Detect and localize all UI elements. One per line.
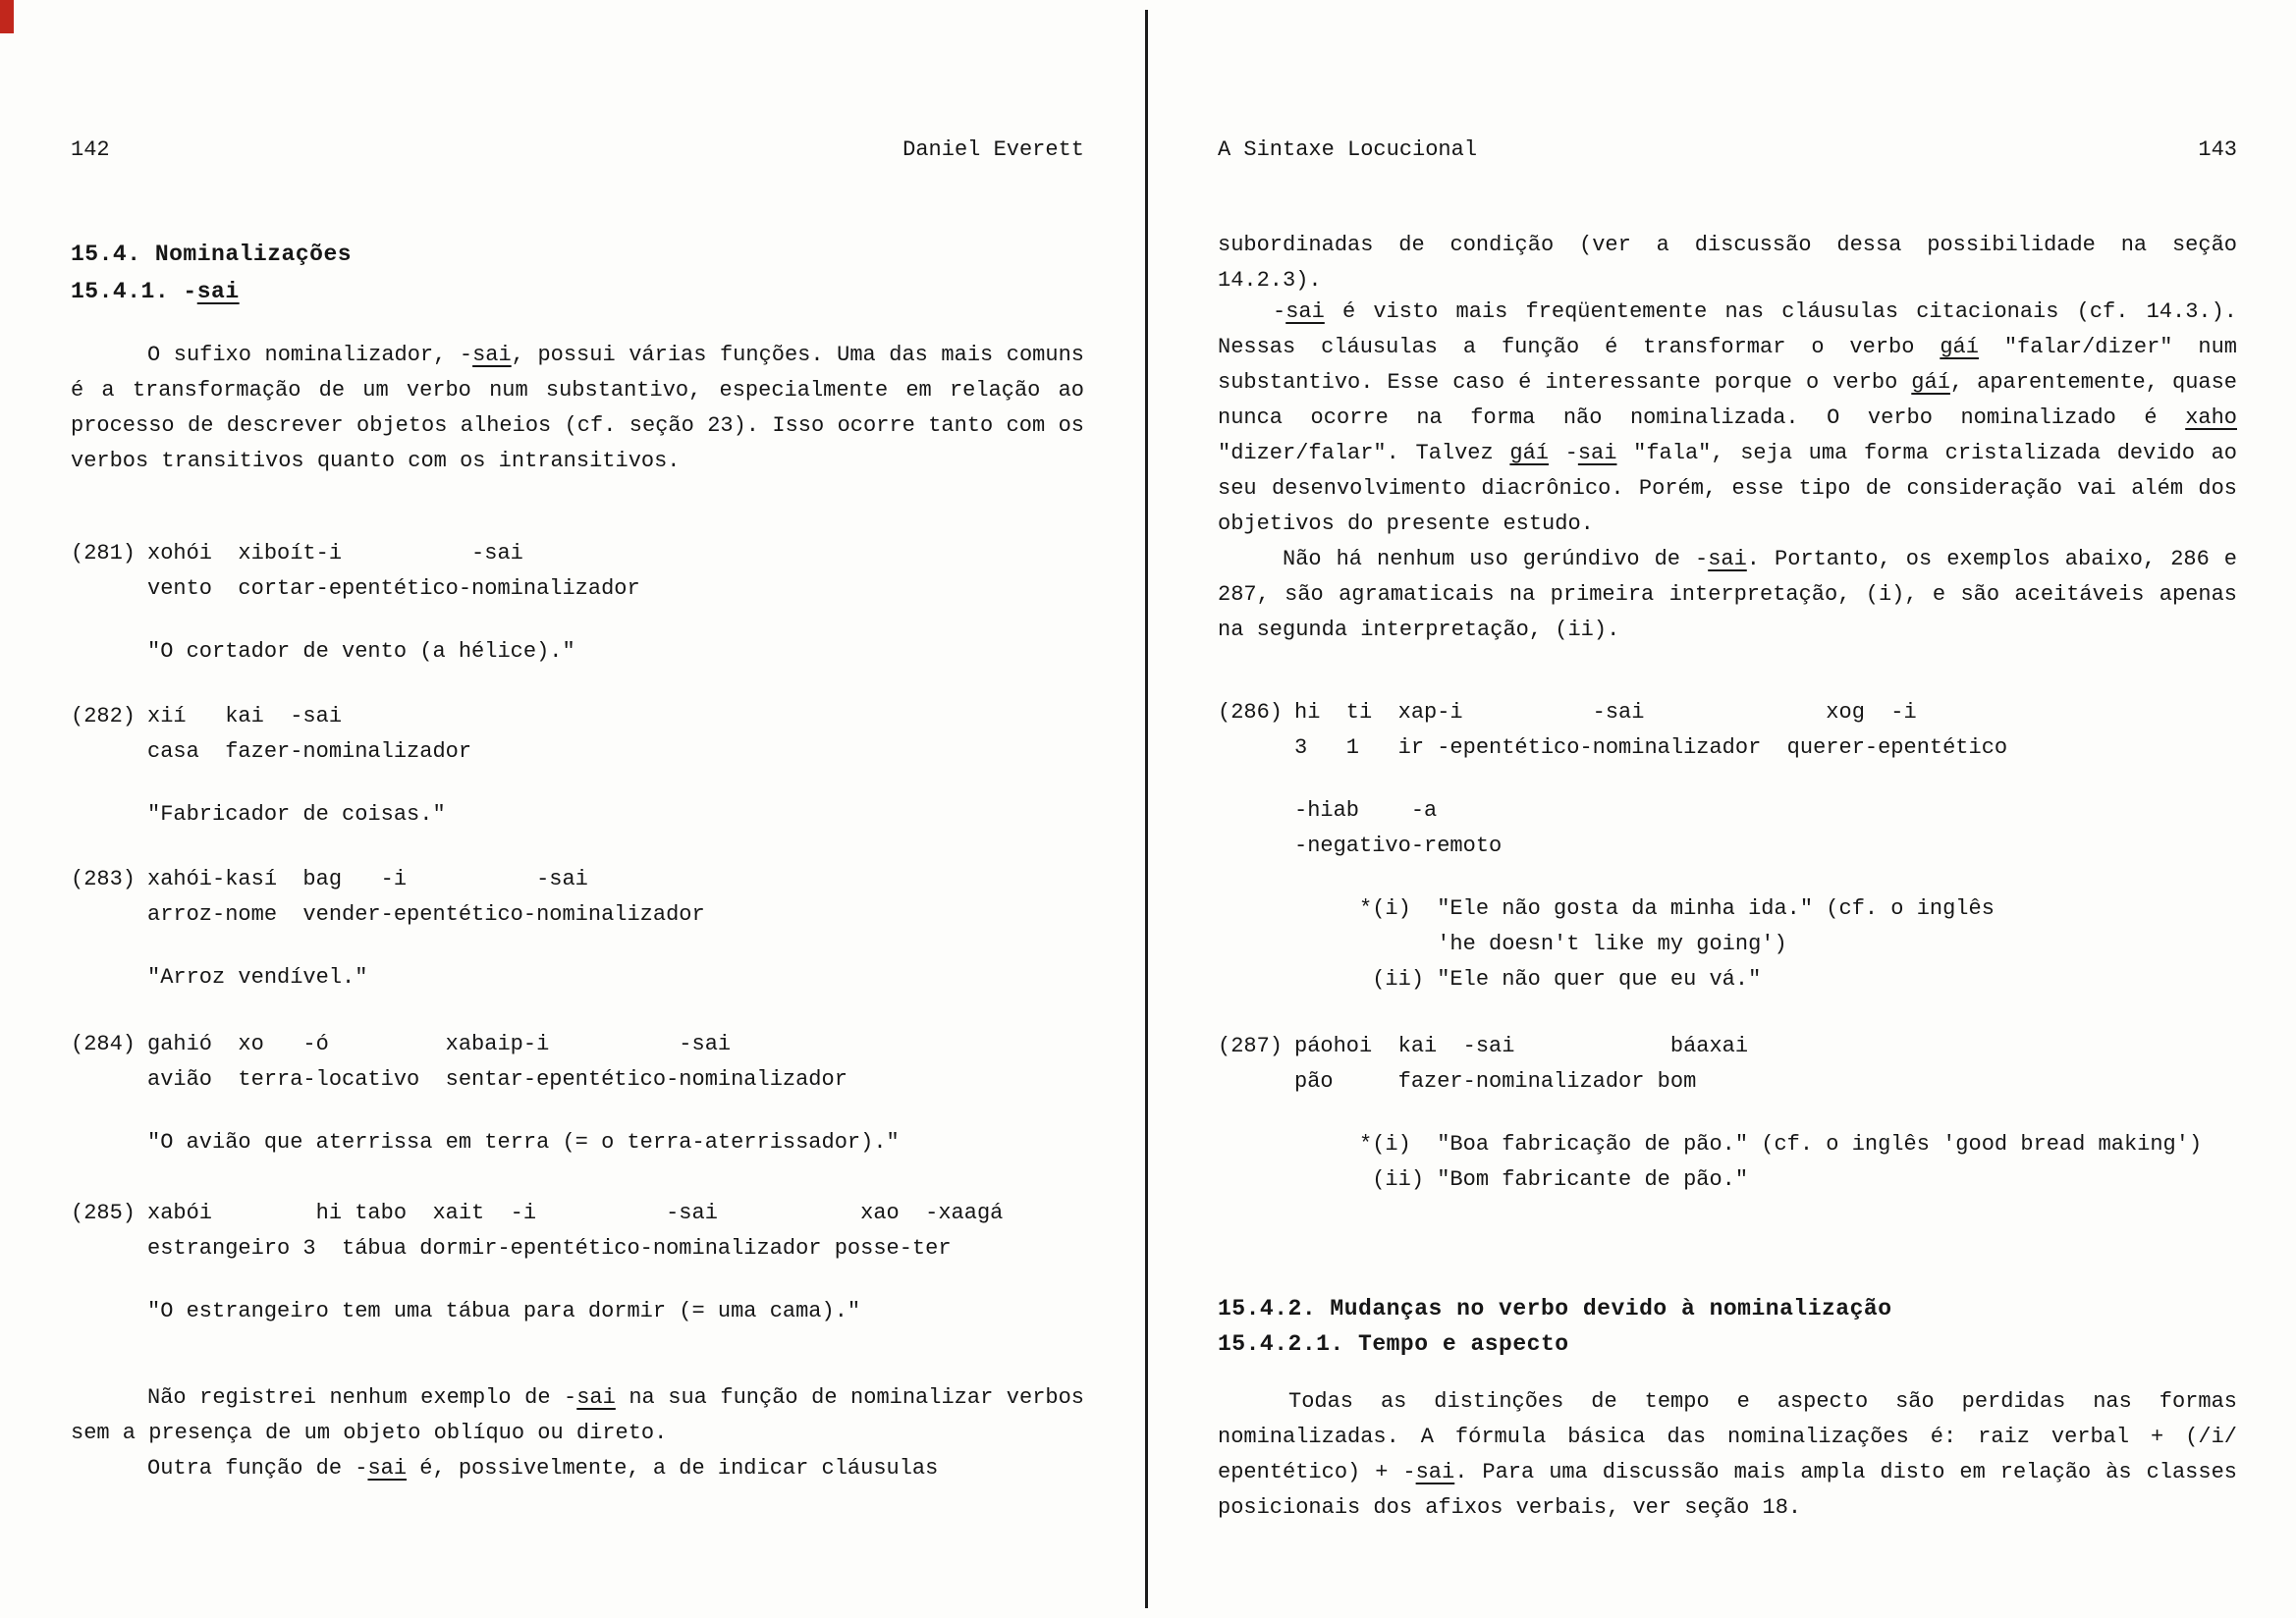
gloss-line-vernacular: xahói-kasí bag -i -sai: [147, 867, 588, 891]
example-body: [147, 1196, 1084, 1329]
gloss-line-vernacular: xohói xiboít-i -sai: [147, 541, 523, 566]
red-edge-mark: [0, 0, 14, 33]
section-heading-15-4-2: 15.4.2. Mudanças no verbo devido à nominalização: [1218, 1296, 1892, 1321]
gloss-line-vernacular: xabói hi tabo xait -i -sai xao -xaagá: [147, 1201, 1004, 1225]
example-body: [147, 536, 1084, 670]
running-header-right: [1218, 137, 2237, 163]
page-number-right: 143: [2198, 137, 2237, 162]
interpretation-line: 'he doesn't like my going'): [1294, 932, 1787, 956]
example-283: [71, 862, 1084, 996]
page-divider-line: [1145, 10, 1148, 1608]
gloss-line-morphemes: arroz-nome vender-epentético-nominalizador: [147, 902, 705, 927]
paragraph-sai-citacionais: -sai é visto mais freqüentemente nas cláusulas citacionais (cf. 14.3.). Nessas cláusulas a função é transformar o verbo gáí "falar/dizer" num substantivo. Esse caso é interessante porque o verbo gáí, aparentemente, quase nunca ocorre na forma não nominalizada. O verbo nominalizado é xaho "dizer/falar". Talvez gáí -sai "fala", seja uma forma cristalizada devido ao seu desenvolvimento diacrônico. Porém, esse tipo de consideração vai além dos objetivos do presente estudo.: [1218, 299, 2238, 536]
example-284: [71, 1027, 1084, 1160]
paragraph-carryover: subordinadas de condição (ver a discussão dessa possibilidade na seção 14.2.3).: [1218, 233, 2237, 293]
gloss-line-morphemes: 3 1 ir -epentético-nominalizador querer-epentético: [1294, 735, 2008, 760]
example-number: (286): [1218, 700, 1284, 725]
translation-line: "O avião que aterrissa em terra (= o terra-aterrissador).": [147, 1130, 900, 1155]
gloss-line-morphemes: pão fazer-nominalizador bom: [1294, 1069, 1697, 1094]
gloss-line-morphemes: estrangeiro 3 tábua dormir-epentético-nominalizador posse-ter: [147, 1236, 952, 1261]
gloss-line-vernacular: xií kai -sai: [147, 704, 343, 728]
section-heading-15-4-1: 15.4.1. -sai: [71, 279, 240, 304]
section-heading-15-4: 15.4. Nominalizações: [71, 242, 353, 267]
example-number: (287): [1218, 1034, 1284, 1058]
example-number: (282): [71, 704, 137, 728]
gloss-line-morphemes: casa fazer-nominalizador: [147, 739, 472, 764]
example-286: [1218, 695, 2237, 998]
example-number: (283): [71, 867, 137, 891]
interpretation-line: *(i) "Ele não gosta da minha ida." (cf. o inglês: [1294, 896, 1995, 921]
interpretation-line: *(i) "Boa fabricação de pão." (cf. o inglês 'good bread making'): [1294, 1132, 2203, 1157]
gloss-line-morphemes: avião terra-locativo sentar-epentético-nominalizador: [147, 1067, 847, 1092]
translation-line: "Fabricador de coisas.": [147, 802, 446, 827]
example-282: [71, 699, 1084, 833]
paragraph-no-registrei: Não registrei nenhum exemplo de -sai na sua função de nominalizar verbos sem a presença de um objeto oblíquo ou direto.: [71, 1385, 1084, 1445]
example-285: [71, 1196, 1084, 1329]
example-number: (285): [71, 1201, 137, 1225]
gloss-line-vernacular: -hiab -a: [1294, 798, 1438, 823]
example-body: [1294, 695, 2237, 998]
example-number: (284): [71, 1032, 137, 1056]
gloss-line-vernacular: páohoi kai -sai báaxai: [1294, 1034, 1749, 1058]
running-header-left: [71, 137, 1084, 163]
example-287: [1218, 1029, 2237, 1198]
paragraph-intro: O sufixo nominalizador, -sai, possui várias funções. Uma das mais comuns é a transformação de um verbo num substantivo, especialmente em relação ao processo de descrever objetos alheios (cf. seção 23). Isso ocorre tanto com os verbos transitivos quanto com os intransitivos.: [71, 343, 1084, 473]
example-281: [71, 536, 1084, 670]
example-body: [147, 1027, 1084, 1160]
page-number-left: 142: [71, 137, 110, 162]
gloss-line-vernacular: gahió xo -ó xabaip-i -sai: [147, 1032, 732, 1056]
example-body: [1294, 1029, 2237, 1198]
running-title-author: Daniel Everett: [902, 137, 1084, 162]
translation-line: "O cortador de vento (a hélice).": [147, 639, 575, 664]
translation-line: "O estrangeiro tem uma tábua para dormir (= uma cama).": [147, 1299, 861, 1323]
paragraph-tempo-aspecto: Todas as distinções de tempo e aspecto são perdidas nas formas nominalizadas. A fórmula básica das nominalizações é: raiz verbal + (/i/ epentético) + -sai. Para uma discussão mais ampla disto em relação às classes posicionais dos afixos verbais, ver seção 18.: [1218, 1389, 2237, 1520]
example-body: [147, 862, 1084, 996]
paragraph-gerundivo: Não há nenhum uso gerúndivo de -sai. Portanto, os exemplos abaixo, 286 e 287, são agramaticais na primeira interpretação, (i), e são aceitáveis apenas na segunda interpretação, (ii).: [1218, 547, 2237, 642]
interpretation-line: (ii) "Bom fabricante de pão.": [1294, 1167, 1749, 1192]
gloss-line-morphemes: vento cortar-epentético-nominalizador: [147, 576, 640, 601]
translation-line: "Arroz vendível.": [147, 965, 368, 990]
page-143: [1218, 0, 2237, 1618]
paragraph-outra-funcao: Outra função de -sai é, possivelmente, a de indicar cláusulas: [147, 1456, 939, 1481]
example-body: [147, 699, 1084, 833]
interpretation-line: (ii) "Ele não quer que eu vá.": [1294, 967, 1762, 992]
page-142: [71, 0, 1084, 1618]
section-heading-15-4-2-1: 15.4.2.1. Tempo e aspecto: [1218, 1331, 1569, 1357]
gloss-line-morphemes: -negativo-remoto: [1294, 834, 1503, 858]
running-title-book: A Sintaxe Locucional: [1218, 137, 1478, 162]
gloss-line-vernacular: hi ti xap-i -sai xog -i: [1294, 700, 1917, 725]
example-number: (281): [71, 541, 137, 566]
